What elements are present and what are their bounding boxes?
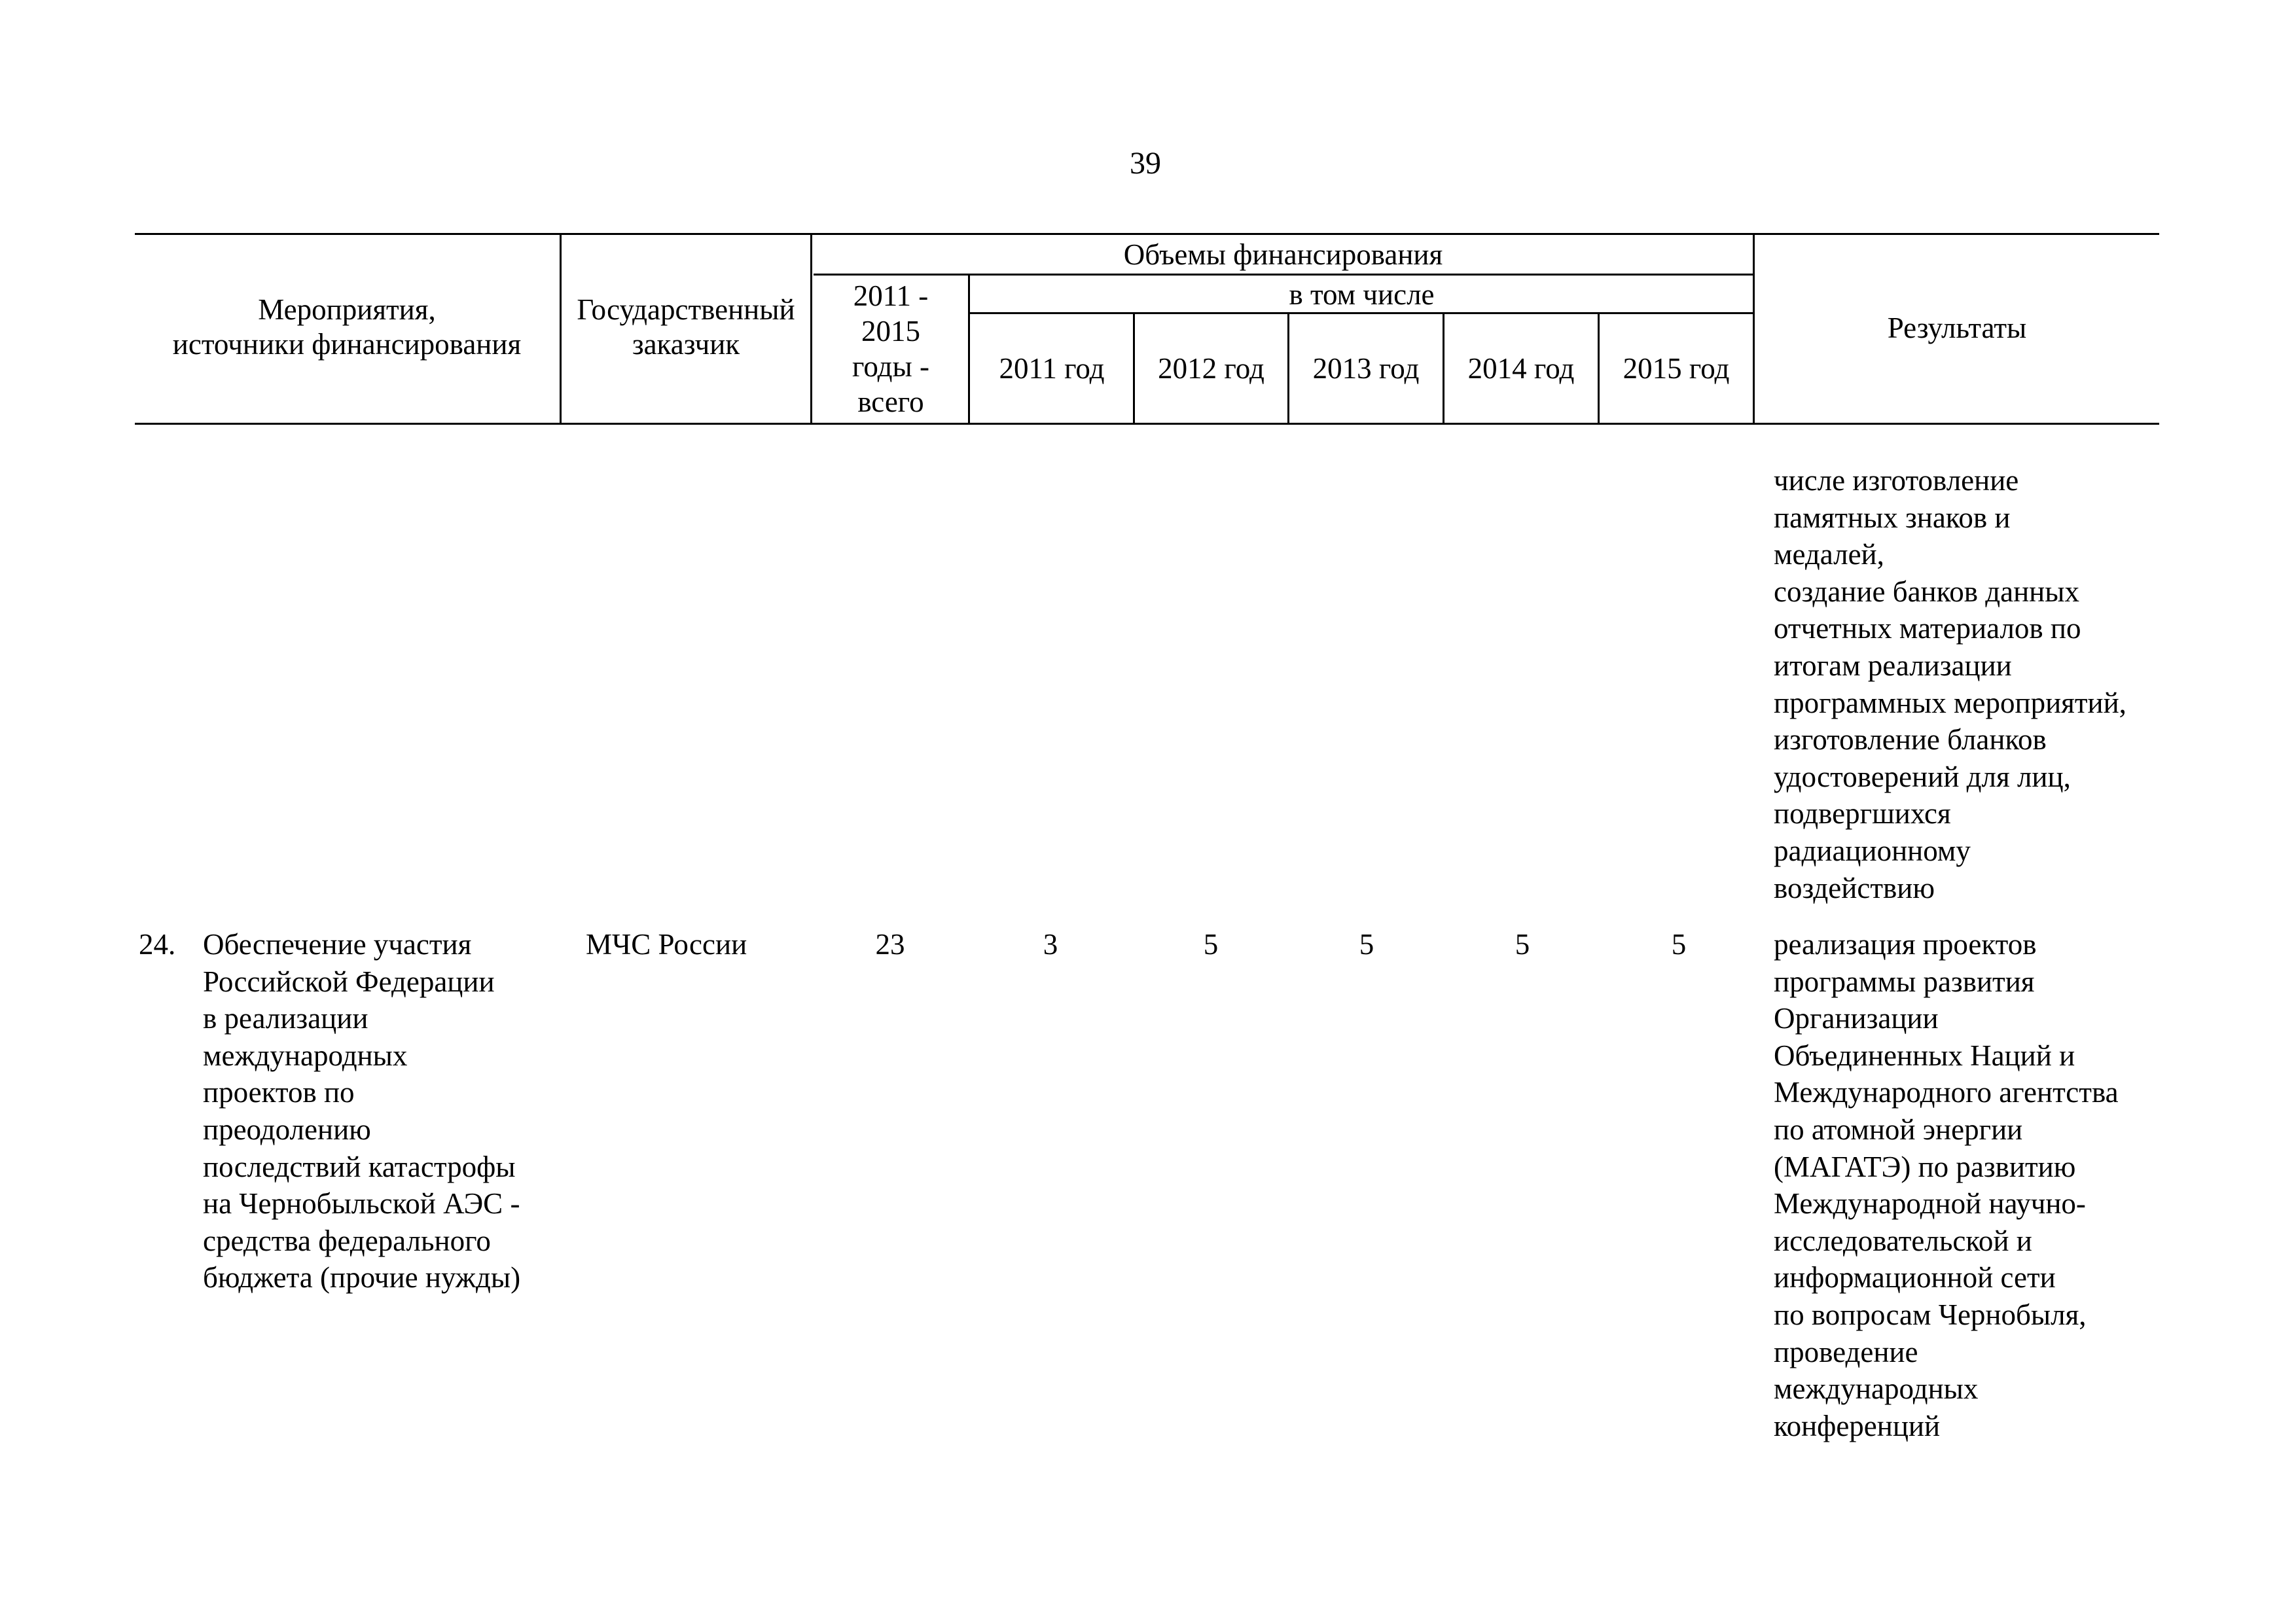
header-year-2011: 2011 год [999,352,1105,385]
col-divider-customer [560,233,562,425]
row-measure-text: Обеспечение участия Российской Федерации в реализации международных проектов по преодолению последствий катастрофы на Чернобыльской АЭС - средства федерального бюджета (прочие нужды) [203,928,521,1294]
header-year-2014: 2014 год [1467,352,1575,385]
header-including: в том числе [1289,278,1435,311]
header-measures: Мероприятия, источники финансирования [172,293,522,361]
row-total-value: 23 [875,928,905,961]
row-2012-value: 5 [1203,928,1219,961]
header-year-2012: 2012 год [1158,352,1265,385]
header-results: Результаты [1887,312,2027,344]
header-customer: Государственный заказчик [577,293,795,361]
col-divider-2011 [968,274,970,425]
including-divider [969,312,1754,314]
funding-divider [814,274,1754,276]
header-year-2013: 2013 год [1312,352,1420,385]
continued-results-text: числе изготовление памятных знаков и медалей, создание банков данных отчетных материалов по итогам реализации программных мероприятий, изготовление бланков удостоверений для лиц, подвергшихся радиационному воздействию [1774,464,2126,904]
page-number: 39 [1130,146,1161,181]
row-results-text: реализация проектов программы развития Организации Объединенных Наций и Международного агентства по атомной энергии (МАГАТЭ) по развитию Международной научно- исследовательской и информационной сети по вопросам Чернобыля, проведение международных конференций [1774,928,2119,1442]
header-bottom-border [135,423,2159,425]
col-divider-total [810,233,812,425]
header-year-2015: 2015 год [1623,352,1730,385]
header-funding-volumes: Объемы финансирования [1123,238,1443,271]
row-customer: МЧС России [586,928,747,961]
row-2011-value: 3 [1043,928,1058,961]
header-top-border [135,233,2159,235]
header-total: 2011 - 2015 годы - всего [852,279,929,418]
row-2015-value: 5 [1671,928,1687,961]
row-2013-value: 5 [1359,928,1374,961]
row-2014-value: 5 [1515,928,1530,961]
row-number: 24. [139,928,176,961]
